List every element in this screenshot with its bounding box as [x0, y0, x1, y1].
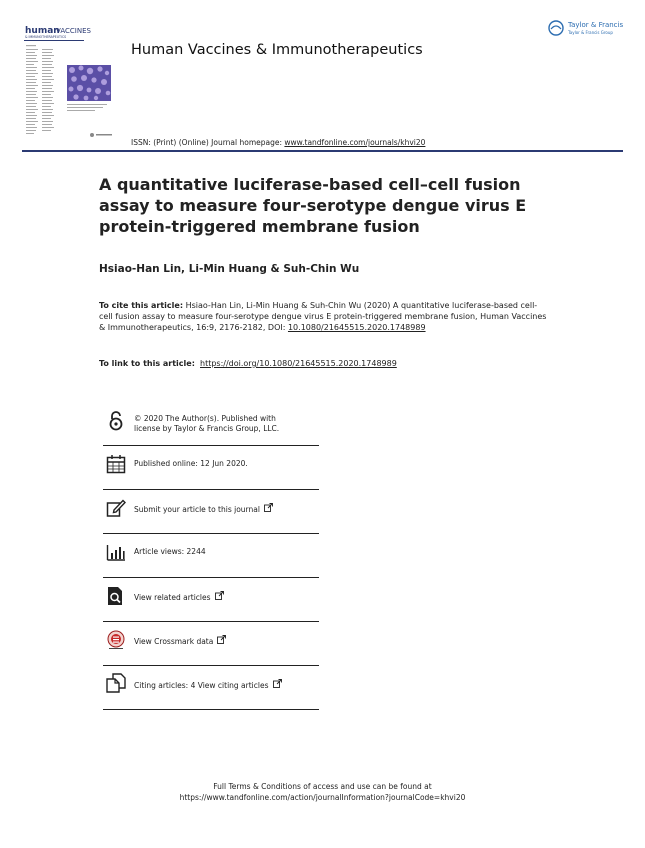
citing-text[interactable]	[134, 679, 282, 691]
related-row[interactable]	[103, 577, 319, 622]
issn-label: ISSN: (Print) (Online) Journal homepage:	[131, 138, 283, 147]
citing-row[interactable]	[103, 665, 319, 710]
journal-homepage-link[interactable]: www.tandfonline.com/journals/khvi20	[284, 138, 426, 147]
submit-label[interactable]: Submit your article to this journal	[134, 505, 260, 514]
edit-icon	[106, 498, 126, 518]
bar-chart-icon	[106, 542, 126, 562]
external-link-icon	[273, 679, 282, 691]
cover-masthead-sub: & IMMUNOTHERAPEUTICS	[25, 35, 67, 39]
article-doi-link[interactable]: https://doi.org/10.1080/21645515.2020.1748989	[200, 359, 397, 368]
footer-terms	[0, 781, 645, 803]
document-search-icon	[106, 586, 126, 606]
license-row	[103, 406, 319, 446]
published-row	[103, 445, 319, 490]
cover-masthead-vaccines: VACCINES	[56, 27, 91, 35]
crossmark-label[interactable]: View Crossmark data	[134, 637, 214, 646]
submit-text[interactable]	[134, 503, 273, 515]
views-row	[103, 533, 319, 578]
footer-line-1: Full Terms & Conditions of access and use can be found at	[213, 782, 432, 791]
citation-doi-link[interactable]: 10.1080/21645515.2020.1748989	[287, 323, 426, 332]
license-line-2: license by Taylor & Francis Group, LLC.	[134, 424, 280, 433]
header-divider	[22, 150, 623, 152]
calendar-icon	[106, 454, 126, 474]
tf-logo-sub: Taylor & Francis Group	[568, 30, 613, 35]
crossmark-icon	[106, 630, 126, 650]
citing-documents-icon	[106, 673, 126, 693]
footer-terms-link[interactable]: https://www.tandfonline.com/action/journalInformation?journalCode=khvi20	[179, 793, 466, 802]
citing-label[interactable]: Citing articles: 4 View citing articles	[134, 681, 269, 690]
cover-masthead-human: human	[25, 26, 60, 36]
published-text: Published online: 12 Jun 2020.	[134, 459, 248, 468]
citation-label: To cite this article:	[99, 301, 184, 310]
article-link-label: To link to this article:	[99, 359, 195, 368]
tf-logo-name: Taylor & Francis	[568, 21, 624, 29]
license-line-1: © 2020 The Author(s). Published with	[134, 414, 276, 423]
journal-cover-thumbnail	[24, 23, 116, 145]
external-link-icon	[217, 635, 226, 647]
related-text[interactable]	[134, 591, 224, 603]
citation-block	[99, 300, 549, 333]
open-access-icon	[106, 410, 126, 430]
related-label[interactable]: View related articles	[134, 593, 211, 602]
article-title: A quantitative luciferase-based cell–cell fusion assay to measure four-serotype dengue virus E protein-triggered membrane fusion	[99, 175, 527, 236]
views-text: Article views: 2244	[134, 547, 206, 556]
journal-title: Human Vaccines & Immunotherapeutics	[131, 42, 423, 58]
license-text	[134, 414, 279, 434]
external-link-icon	[215, 591, 224, 603]
crossmark-row[interactable]	[103, 621, 319, 666]
taylor-francis-logo[interactable]	[548, 18, 628, 40]
issn-homepage-line	[131, 138, 425, 147]
crossmark-text[interactable]	[134, 635, 226, 647]
article-link-block	[99, 359, 559, 368]
external-link-icon	[264, 503, 273, 515]
submit-row[interactable]	[103, 489, 319, 534]
citation-text: Hsiao-Han Lin, Li-Min Huang & Suh-Chin Wu (2020) A quantitative luciferase-based cell-cell fusion assay to measure four-serotype dengue virus E protein-triggered membrane fusion, Human Vaccines & Immunotherapeutics, 16:9, 2176-2182, DOI:	[99, 301, 547, 332]
article-authors: Hsiao-Han Lin, Li-Min Huang & Suh-Chin Wu	[99, 263, 360, 275]
